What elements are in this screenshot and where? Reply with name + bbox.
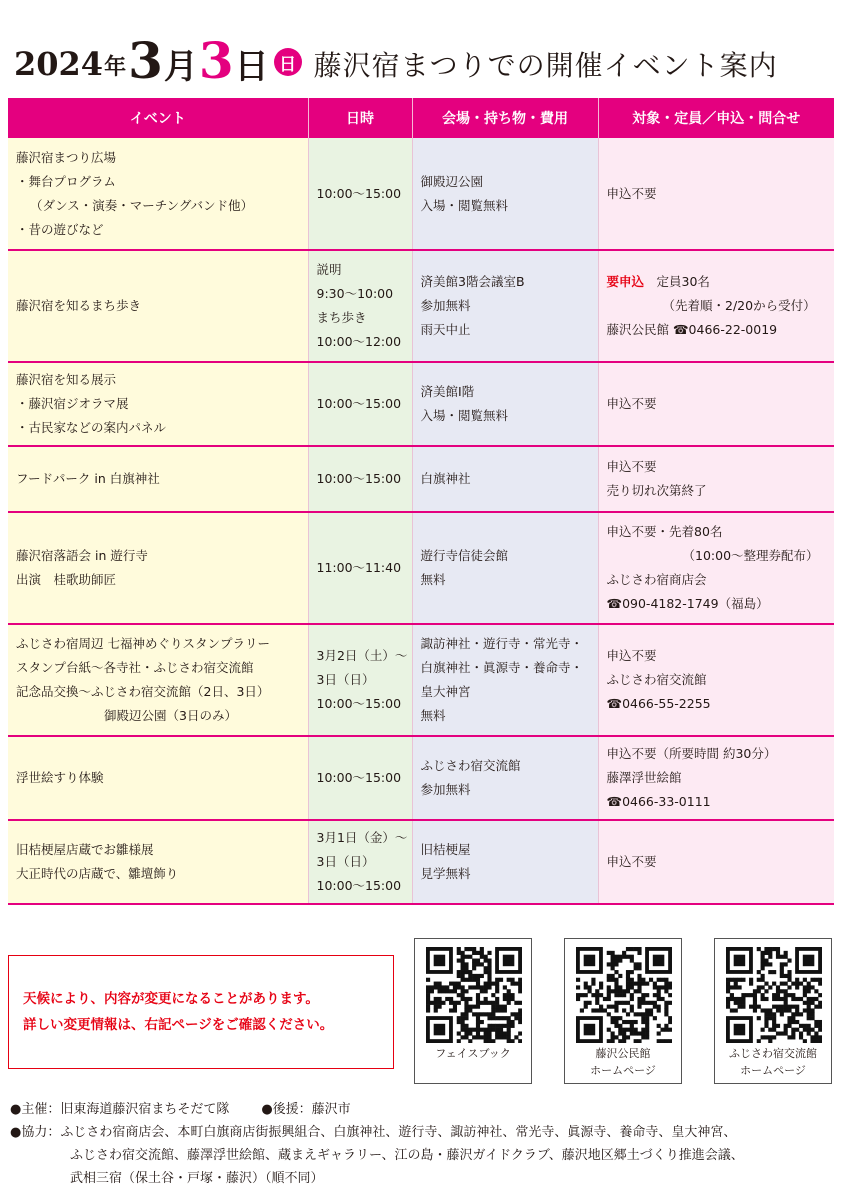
venue-cell — [412, 250, 598, 362]
time-cell — [308, 446, 412, 512]
event-venue: 旧桔梗屋 — [420, 842, 471, 857]
event-organizer: ふじさわ宿商店会 — [606, 572, 707, 587]
event-venue: 御殿辺公園 — [420, 173, 484, 189]
event-time-label: まち歩き — [316, 310, 367, 325]
table-header-row — [8, 98, 834, 138]
target-cell — [598, 138, 834, 250]
event-fee: 参加無料 — [420, 782, 471, 797]
title-year-suffix: 年 — [104, 54, 127, 80]
events-table — [8, 98, 834, 905]
apply-line — [607, 270, 827, 294]
qr-card-koryukan[interactable] — [714, 938, 832, 1084]
event-time: 10:00〜15:00 — [316, 770, 402, 785]
event-time: 11:00〜11:40 — [316, 560, 402, 575]
qr-label — [565, 1045, 681, 1079]
event-name: 藤沢宿落語会 in 遊行寺 — [16, 548, 148, 563]
event-time: 10:00〜15:00 — [316, 696, 402, 711]
event-cell — [8, 250, 308, 362]
title-month-suffix: 月 — [163, 47, 198, 87]
event-note: 売り切れ次第終了 — [606, 483, 707, 498]
cooperation-text: ふじさわ宿商店会、本町白旗商店街振興組合、白旗神社、遊行寺、諏訪神社、常光寺、眞源寺、養命寺、皇大神宮、 — [60, 1125, 737, 1140]
event-apply: 申込不要 — [606, 185, 657, 201]
event-venue: 白旗神社・眞源寺・養命寺・ — [420, 660, 584, 675]
venue-cell — [412, 624, 598, 736]
event-detail: （ダンス・演奏・マーチングバンド他） — [30, 197, 254, 213]
title-month: 3 — [128, 31, 163, 90]
event-date: 3月1日（金）〜 — [316, 830, 408, 845]
event-name: 浮世絵すり体験 — [16, 770, 104, 785]
support-text: ●後援：藤沢市 — [261, 1102, 351, 1117]
cooperation-text: 武相三宿（保土谷・戸塚・藤沢）（順不同） — [70, 1171, 324, 1186]
qr-code-icon[interactable] — [426, 947, 522, 1043]
organizer-text: ●主催：旧東海道藤沢宿まちそだて隊 — [10, 1102, 230, 1117]
target-cell — [598, 446, 834, 512]
event-venue: 皇大神宮 — [420, 684, 471, 699]
event-cell — [8, 138, 308, 250]
event-apply: 申込不要 — [606, 459, 657, 474]
event-cell — [8, 512, 308, 624]
header-target: 対象・定員／申込・問合せ — [598, 98, 834, 138]
event-name: 旧桔梗屋店蔵でお雛様展 — [16, 842, 154, 857]
table-row — [8, 820, 834, 904]
target-cell — [598, 362, 834, 446]
event-contact: ☎0466-33-0111 — [606, 794, 711, 809]
event-detail: ・古民家などの案内パネル — [16, 420, 167, 435]
notice-line: 詳しい変更情報は、右記ページをご確認ください。 — [23, 1017, 334, 1033]
event-apply: 申込不要 — [606, 648, 657, 663]
table-row — [8, 736, 834, 820]
time-cell — [308, 624, 412, 736]
event-time: 10:00〜12:00 — [316, 334, 402, 349]
target-cell — [598, 512, 834, 624]
qr-label-line: ホームページ — [590, 1064, 656, 1077]
event-fee: 無料 — [420, 708, 446, 723]
qr-code-icon[interactable] — [576, 947, 672, 1043]
title-day: 3 — [198, 31, 234, 90]
event-contact: ☎0466-55-2255 — [606, 696, 711, 711]
event-name: ふじさわ宿周辺 七福神めぐりスタンプラリー — [16, 636, 270, 651]
event-detail: スタンプ台紙〜各寺社・ふじさわ宿交流館 — [16, 660, 254, 675]
event-venue: ふじさわ宿交流館 — [420, 758, 521, 773]
table-row — [8, 446, 834, 512]
apply-required-label: 要申込 — [606, 274, 645, 289]
event-cell — [8, 736, 308, 820]
target-cell — [598, 736, 834, 820]
qr-label-line: 藤沢公民館 — [595, 1047, 651, 1060]
event-detail: ・舞台プログラム — [16, 173, 116, 189]
footer-row — [10, 1121, 856, 1144]
time-cell — [308, 512, 412, 624]
event-detail: 大正時代の店蔵で、雛壇飾り — [16, 866, 179, 881]
event-name: 藤沢宿を知るまち歩き — [16, 298, 142, 313]
time-cell — [308, 362, 412, 446]
qr-label-line: ホームページ — [740, 1064, 806, 1077]
qr-label — [715, 1045, 831, 1079]
title-text: 藤沢宿まつりでの開催イベント案内 — [313, 49, 778, 82]
event-apply: 申込不要・先着80名 — [606, 524, 723, 539]
event-apply: 申込不要 — [606, 396, 657, 411]
header-time: 日時 — [308, 98, 412, 138]
qr-card-kominkan[interactable] — [564, 938, 682, 1084]
venue-cell — [412, 446, 598, 512]
event-time: 10:00〜15:00 — [316, 471, 402, 486]
event-time: 10:00〜15:00 — [316, 185, 402, 201]
event-venue: 遊行寺信徒会館 — [420, 548, 509, 563]
event-detail: 出演 桂歌助師匠 — [16, 572, 117, 587]
time-cell — [308, 820, 412, 904]
event-fee: 参加無料 — [420, 298, 471, 313]
event-venue: 諏訪神社・遊行寺・常光寺・ — [420, 636, 584, 651]
cooperation-label: ●協力： — [10, 1125, 61, 1140]
event-apply-note: （先着順・2/20から受付） — [662, 298, 816, 313]
event-venue: 済美館3階会議室B — [420, 274, 525, 289]
header-venue: 会場・持ち物・費用 — [412, 98, 598, 138]
qr-label-line: ふじさわ宿交流館 — [729, 1047, 817, 1060]
qr-card-facebook[interactable] — [414, 938, 532, 1084]
venue-cell — [412, 820, 598, 904]
title-day-suffix: 日 — [234, 47, 269, 87]
event-apply: 申込不要 — [606, 854, 657, 869]
event-cell — [8, 362, 308, 446]
event-name: 藤沢宿まつり広場 — [16, 149, 117, 165]
event-date: 3日（日） — [316, 672, 375, 687]
table-row — [8, 362, 834, 446]
table-row — [8, 624, 834, 736]
time-cell — [308, 138, 412, 250]
venue-cell — [412, 138, 598, 250]
event-time-label: 説明 — [316, 262, 342, 277]
event-cell — [8, 446, 308, 512]
event-date: 3月2日（土）〜 — [316, 648, 408, 663]
event-fee: 入場・閲覧無料 — [420, 197, 509, 213]
event-detail: ・藤沢宿ジオラマ展 — [16, 396, 129, 411]
target-cell — [598, 624, 834, 736]
event-date: 3日（日） — [316, 854, 375, 869]
notice-box — [8, 955, 394, 1069]
event-cell — [8, 624, 308, 736]
qr-label-line: フェイスブック — [435, 1047, 511, 1060]
event-venue: 済美館Ⅰ階 — [420, 384, 475, 399]
event-time: 10:00〜15:00 — [316, 396, 402, 411]
venue-cell — [412, 736, 598, 820]
footer-row — [10, 1098, 856, 1121]
footer-credits — [10, 1098, 856, 1190]
time-cell — [308, 250, 412, 362]
event-time: 9:30〜10:00 — [316, 286, 394, 301]
event-name: 藤沢宿を知る展示 — [16, 372, 117, 387]
cooperation-text: ふじさわ宿交流館、藤澤浮世絵館、蔵まえギャラリー、江の島・藤沢ガイドクラブ、藤沢地区郷土づくり推進会議、 — [70, 1148, 744, 1163]
target-cell — [598, 820, 834, 904]
event-fee: 入場・閲覧無料 — [420, 408, 509, 423]
venue-cell — [412, 362, 598, 446]
event-contact: ☎090-4182-1749（福島） — [606, 596, 769, 611]
event-note: 雨天中止 — [420, 322, 471, 337]
event-apply: 申込不要（所要時間 約30分） — [606, 746, 777, 761]
header-event: イベント — [8, 98, 308, 138]
event-fee: 見学無料 — [420, 866, 471, 881]
title-year: 2024 — [14, 45, 104, 83]
qr-code-icon[interactable] — [726, 947, 822, 1043]
venue-cell — [412, 512, 598, 624]
table-row — [8, 512, 834, 624]
table-row — [8, 250, 834, 362]
event-detail: 記念品交換〜ふじさわ宿交流館（2日、3日） — [16, 684, 270, 699]
notice-line: 天候により、内容が変更になることがあります。 — [23, 991, 319, 1007]
event-fee: 無料 — [420, 572, 446, 587]
event-time: 10:00〜15:00 — [316, 878, 402, 893]
target-cell — [598, 250, 834, 362]
table-row — [8, 138, 834, 250]
event-capacity: 定員30名 — [656, 274, 710, 289]
title-weekday-badge: 日 — [274, 48, 302, 76]
event-detail: ・昔の遊びなど — [16, 221, 104, 237]
event-organizer: ふじさわ宿交流館 — [606, 672, 707, 687]
event-contact: 藤沢公民館 ☎0466-22-0019 — [606, 322, 778, 337]
event-name: フードパーク in 白旗神社 — [16, 471, 160, 486]
event-apply-note: （10:00〜整理券配布） — [682, 548, 819, 563]
event-venue: 白旗神社 — [420, 471, 471, 486]
event-detail: 御殿辺公園（3日のみ） — [104, 708, 237, 723]
qr-label — [415, 1045, 531, 1062]
time-cell — [308, 736, 412, 820]
page-title — [14, 30, 850, 90]
event-organizer: 藤澤浮世絵館 — [606, 770, 682, 785]
event-cell — [8, 820, 308, 904]
